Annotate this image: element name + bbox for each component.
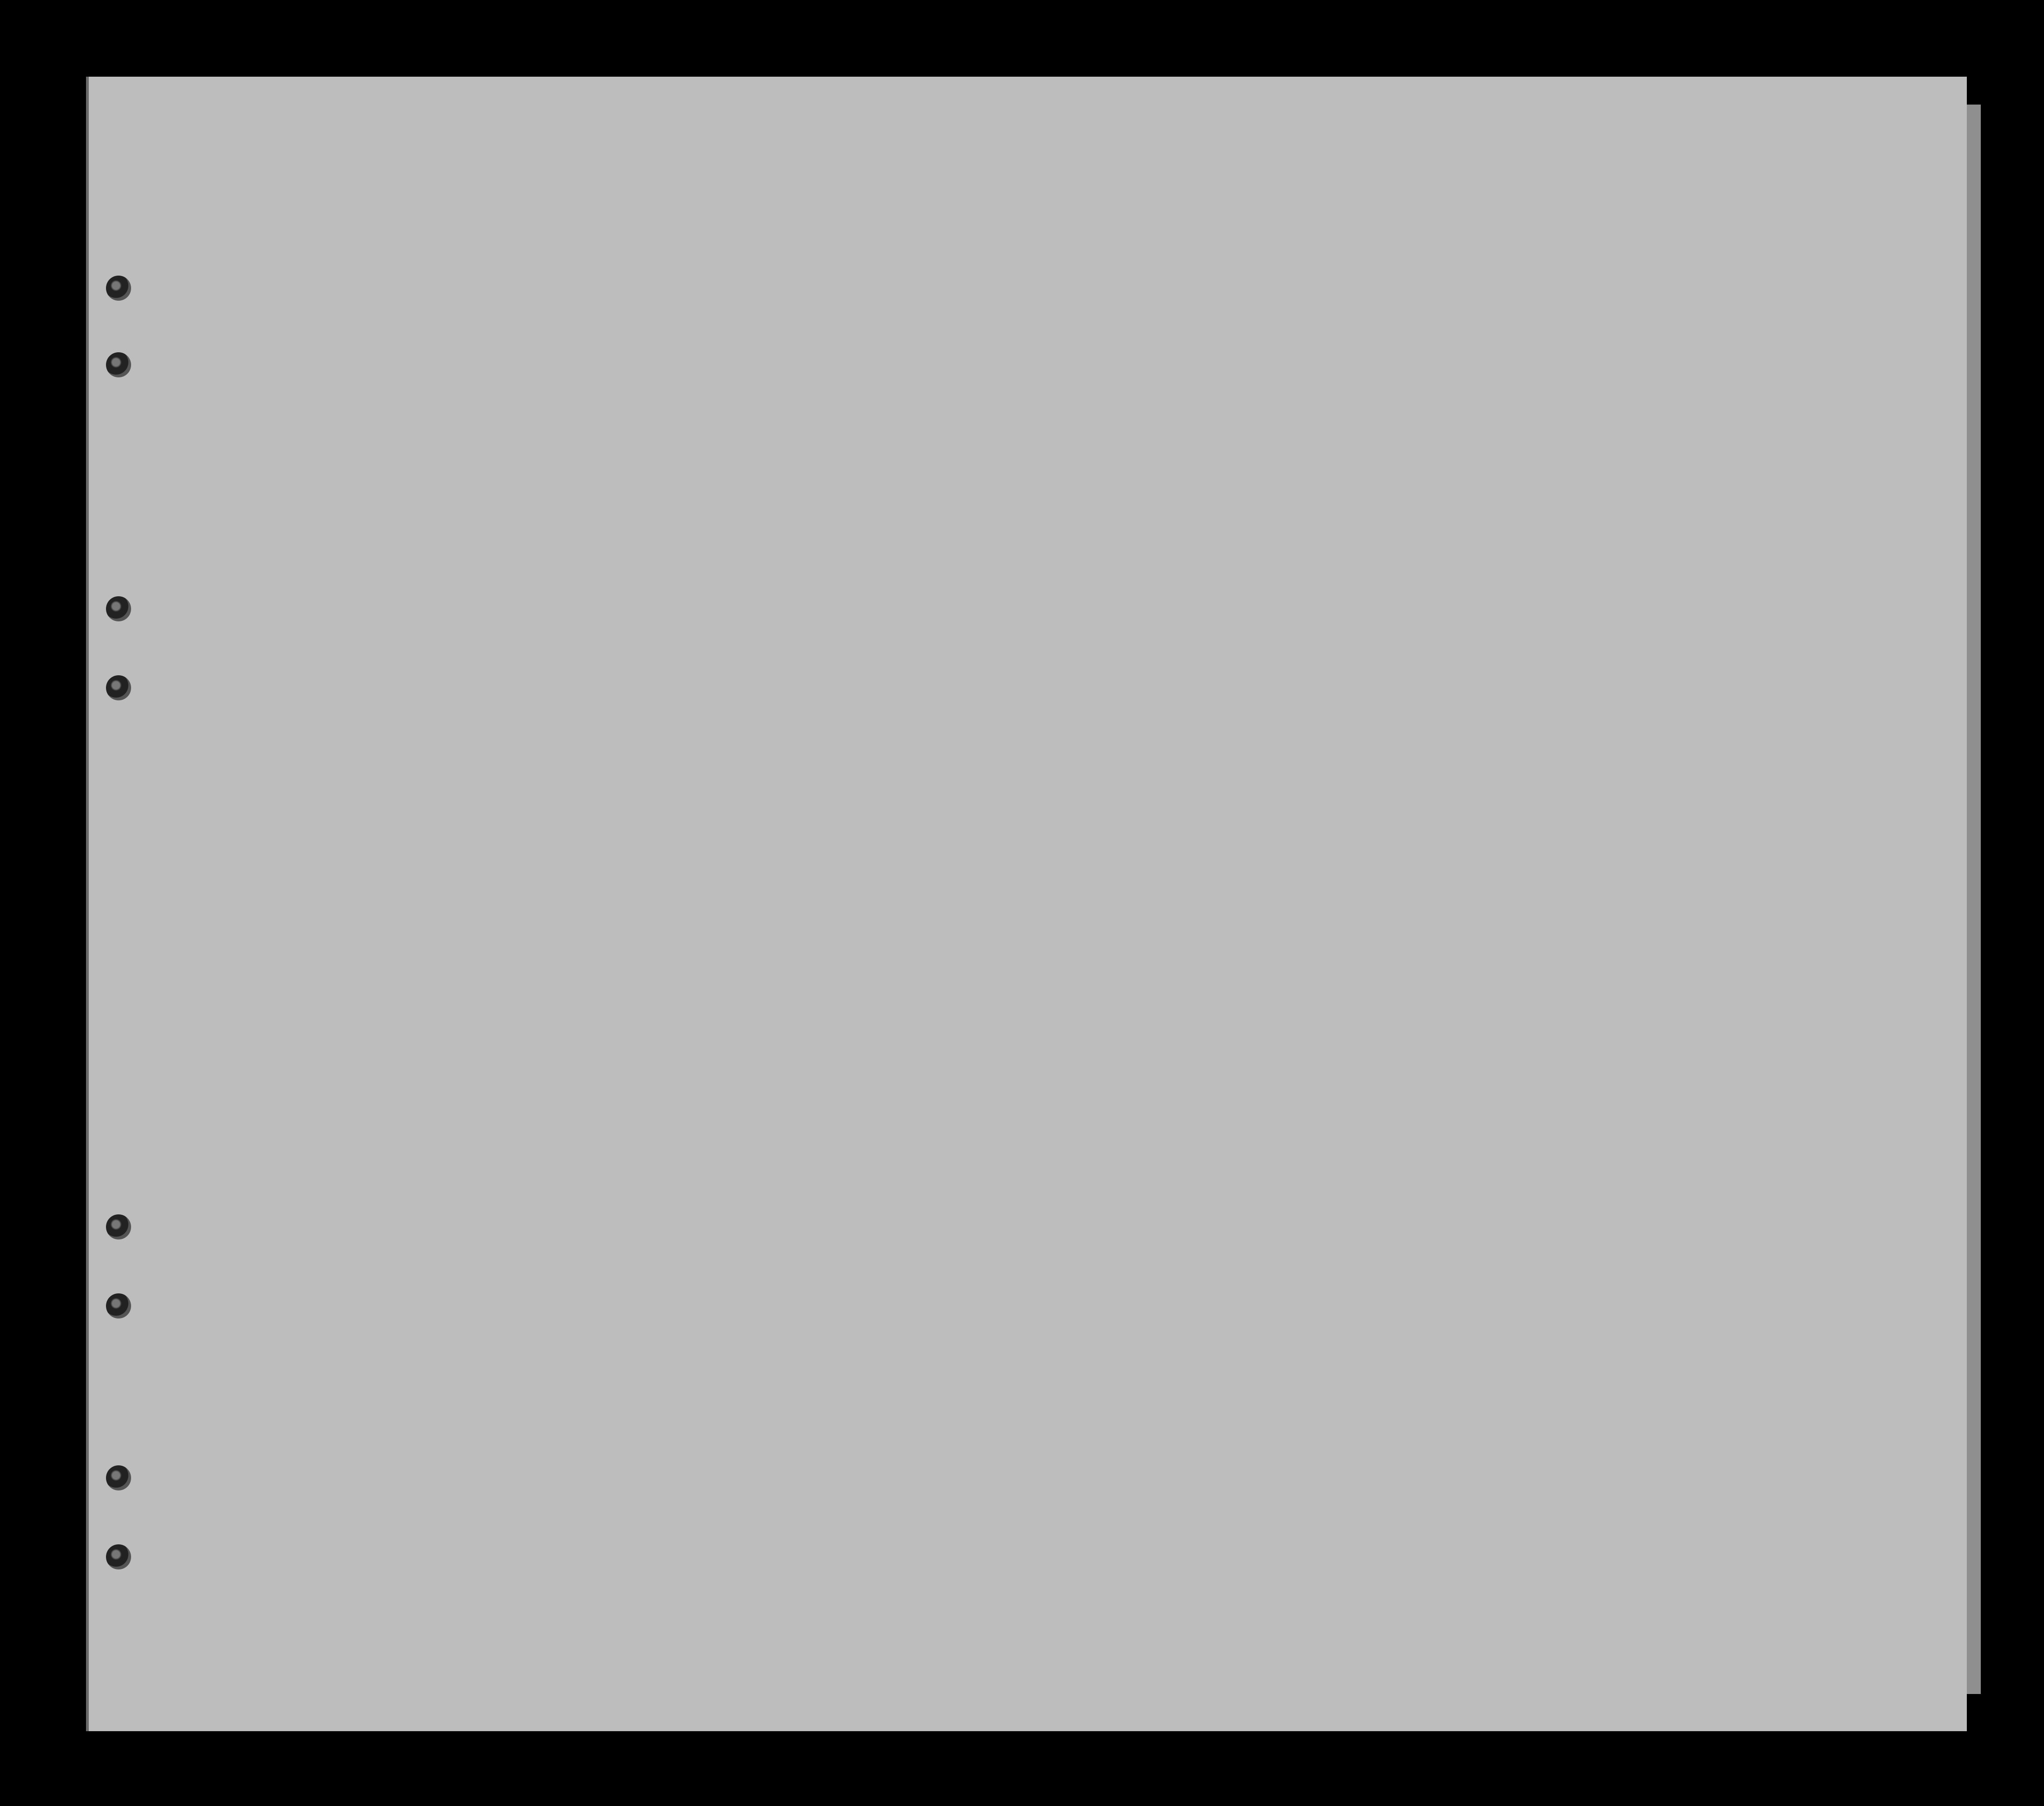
punch-hole	[106, 276, 131, 301]
punch-hole	[106, 1465, 131, 1490]
punch-hole	[106, 675, 131, 700]
hdr-c30	[1470, 349, 1487, 465]
hdr-c27	[1353, 349, 1367, 465]
punch-hole	[106, 596, 131, 621]
hdr-ticket	[607, 344, 630, 465]
hdr-c25	[1288, 349, 1316, 465]
hdr-fifty	[729, 344, 752, 465]
hdr-c29	[1434, 349, 1462, 465]
hdr-c31	[1497, 349, 1513, 465]
hdr-feet	[1632, 442, 1641, 469]
hdr-return	[1178, 372, 1206, 465]
hdr-c26	[1327, 349, 1341, 465]
hdr-inches	[1653, 437, 1662, 469]
hdr-length	[1211, 372, 1237, 465]
hdr-c28	[1371, 349, 1427, 465]
hdr-citizen	[1246, 372, 1271, 465]
punch-hole	[106, 1544, 131, 1569]
punch-hole	[106, 352, 131, 377]
punch-hole	[106, 1293, 131, 1318]
punch-hole	[106, 1214, 131, 1239]
